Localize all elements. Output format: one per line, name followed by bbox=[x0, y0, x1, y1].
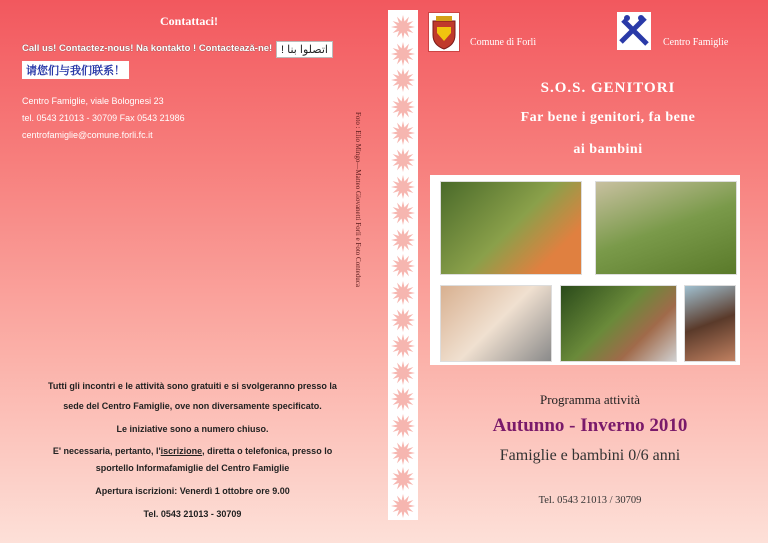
info-line-5: sportello Informafamiglie del Centro Famiglie bbox=[95, 463, 290, 473]
sun-icon bbox=[390, 14, 416, 40]
comune-crest-icon bbox=[428, 12, 460, 52]
centro-famiglie-logo-icon bbox=[617, 12, 651, 50]
sun-icon bbox=[390, 280, 416, 306]
arabic-contact: اتصلوا بنا ! bbox=[276, 41, 333, 58]
phone-fax: tel. 0543 21013 - 30709 Fax 0543 21986 bbox=[22, 113, 185, 123]
photo-child-playing bbox=[560, 285, 677, 362]
sun-icon bbox=[390, 360, 416, 386]
sun-icon bbox=[390, 333, 416, 359]
sun-icon bbox=[390, 493, 416, 519]
info-line-1: Tutti gli incontri e le attività sono gratuiti e si svolgeranno presso la bbox=[48, 381, 337, 391]
info-line-7: Tel. 0543 21013 - 30709 bbox=[143, 509, 242, 519]
photo-credit bbox=[352, 112, 362, 332]
photo-mother-child bbox=[684, 285, 736, 362]
sun-icon bbox=[390, 94, 416, 120]
sun-icon bbox=[390, 386, 416, 412]
sun-icon bbox=[390, 41, 416, 67]
photo-grandfather-child bbox=[440, 181, 582, 275]
sun-icon bbox=[390, 120, 416, 146]
photo-credit-text: Foto : Elio Mingo—Matteo Giovanetti Forlì e Foto Conteduca bbox=[354, 112, 362, 287]
target-audience: Famiglie e bambini 0/6 anni bbox=[499, 447, 681, 464]
main-title: S.O.S. GENITORI bbox=[540, 80, 676, 96]
season-title: Autunno - Inverno 2010 bbox=[492, 415, 688, 436]
centro-label: Centro Famiglie bbox=[663, 37, 729, 48]
right-phone: Tel. 0543 21013 / 30709 bbox=[538, 495, 642, 506]
comune-label: Comune di Forlì bbox=[470, 37, 537, 48]
info-line-4c: , diretta o telefonica, presso lo bbox=[202, 446, 333, 456]
sun-icon bbox=[390, 67, 416, 93]
photo-father-baby bbox=[440, 285, 552, 362]
contact-title: Contattaci! bbox=[160, 14, 218, 28]
info-line-2: sede del Centro Famiglie, ove non diversamente specificato. bbox=[63, 401, 322, 411]
sun-icon bbox=[390, 466, 416, 492]
sun-icon bbox=[390, 200, 416, 226]
programma-label: Programma attività bbox=[539, 392, 640, 407]
sun-icon bbox=[390, 253, 416, 279]
sun-icon bbox=[390, 227, 416, 253]
sun-icon bbox=[390, 307, 416, 333]
info-line-3: Le iniziative sono a numero chiuso. bbox=[116, 424, 269, 434]
sun-icon bbox=[390, 174, 416, 200]
chinese-contact: 请您们与我们联系！ bbox=[22, 61, 129, 79]
sun-icon bbox=[390, 413, 416, 439]
sun-icon bbox=[390, 440, 416, 466]
photo-child-walking bbox=[595, 181, 737, 275]
info-line-4 bbox=[0, 446, 385, 456]
info-line-4a: E' necessaria, pertanto, l' bbox=[52, 446, 161, 456]
email-link[interactable]: centrofamiglie@comune.forli.fc.it bbox=[22, 130, 153, 140]
info-line-6: Apertura iscrizioni: Venerdì 1 ottobre ore 9.00 bbox=[95, 486, 290, 496]
iscrizione-link: iscrizione bbox=[160, 446, 203, 456]
sun-strip bbox=[388, 10, 418, 520]
call-us-multilingual: Call us! Contactez-nous! Na kontakto ! Contacteazǎ-ne! bbox=[22, 43, 273, 54]
photo-collage bbox=[430, 175, 740, 365]
slogan-line-2: ai bambini bbox=[573, 142, 643, 157]
address: Centro Famiglie, viale Bolognesi 23 bbox=[22, 96, 164, 106]
slogan-line-1: Far bene i genitori, fa bene bbox=[520, 110, 696, 125]
sun-icon bbox=[390, 147, 416, 173]
